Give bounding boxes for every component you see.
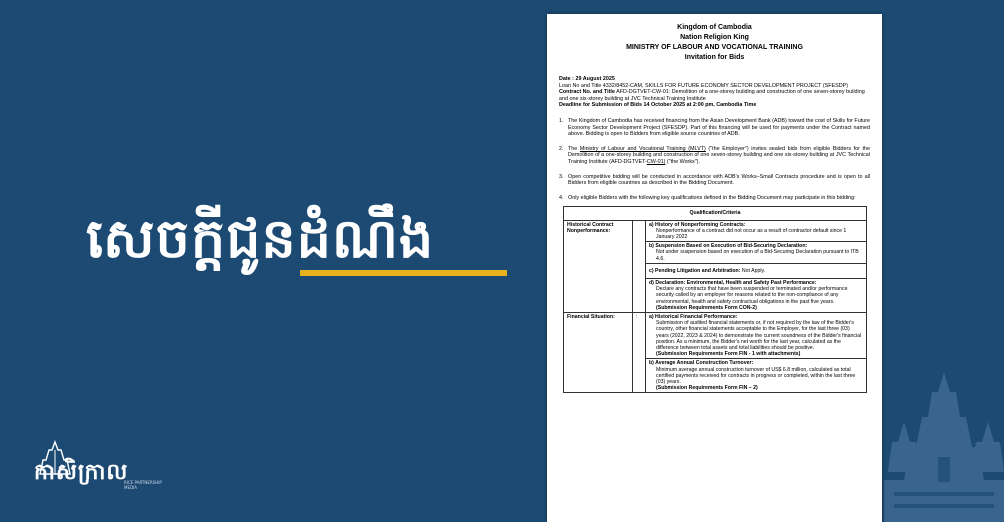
meta-date: Date : 29 August 2025: [559, 76, 615, 82]
criterion-d-title: d) Declaration: Environmental, Health and Safety Past Performance:: [649, 279, 817, 286]
item-text: Open competitive bidding will be conducted in accordance with ADB's Works–Small Contracts procedure and is open to all Bidders from eligible countries as described in the Bidding Document.: [568, 173, 870, 187]
criterion-fa-title: a) Historical Financial Performance:: [649, 313, 738, 320]
criterion-b: [646, 242, 867, 264]
meta-deadline: Deadline for Submission of Bids 14 October 2025 at 2:00 pm, Cambodia Time: [559, 102, 757, 109]
qualification-table: [563, 206, 867, 393]
document-meta: [559, 76, 870, 109]
criterion-fb-title: b) Average Annual Construction Turnover:: [649, 360, 754, 367]
criterion-fa-requirement: (Submission Requirements Form FIN - 1 with attachments): [656, 351, 801, 358]
criterion-d: [646, 278, 867, 312]
meta-contract: [559, 89, 870, 102]
item-text: The Kingdom of Cambodia has received financing from the Asian Development Bank (ADB) toward the cost of Skills for Future Economy Sector Development Project (SFESDP). Part of this financing will be used for payments under the Contract named above. Bidding is open to Bidders from eligible source countries of ADB.: [568, 117, 870, 138]
header-kingdom: Kingdom of Cambodia: [677, 24, 752, 31]
table-row: [564, 220, 867, 242]
header-ministry: MINISTRY OF LABOUR AND VOCATIONAL TRAINING: [626, 44, 803, 51]
criterion-fb: [646, 359, 867, 393]
criterion-d-requirement: (Submission Requirements Form CON-2): [656, 304, 757, 311]
title-underline: [300, 270, 507, 276]
criterion-d-text: Declare any contracts that have been suspended or terminated and/or performance security called by an employer for reasons related to the non-compliance of any environmental, health and safety contractual obligations in the past five years.: [656, 286, 848, 305]
meta-contract-label: Contract No. and Title: [559, 89, 615, 96]
header-motto: Nation Religion King: [680, 34, 749, 41]
item-text: Only eligible Bidders with the following key qualifications defined in the Bidding Document may participate in this bidding:: [568, 194, 856, 201]
criterion-c-title: c) Pending Litigation and Arbitration:: [649, 267, 741, 274]
meta-loan: Loan No and Title 4332/8452-CAM, SKILLS FOR FUTURE ECONOMY SECTOR DEVELOPMENT PROJECT (SFESDP): [559, 82, 848, 89]
ministry-link[interactable]: Ministry of Labour and Vocational Training (MLVT): [579, 145, 706, 152]
item-text-pre: The: [568, 145, 580, 152]
item-number: 3.: [559, 173, 564, 180]
item-text-post: ("the Employer") invites sealed bids from eligible Bidders for the Demolition of a one-storey building and construction of one seven-storey building and one six-storey building at JVC Technical Training Institute (AFD-DGTVET-: [568, 145, 870, 165]
table-header: Qualification/Criteria: [564, 207, 867, 220]
criterion-a: [646, 220, 867, 242]
criterion-fa-text: Submission of audited financial statements or, if not required by the law of the Bidder's country, other financial statements acceptable to the Employer, for the last three (03) years (2022, 2023 & 2024) to demonstrate the current soundness of the Bidder's financial position. As a minimum, the Bidder's net worth for the last year, calculated as the difference between total assets and total liabilities should be positive.: [656, 320, 862, 351]
item-number: 4.: [559, 194, 564, 201]
criterion-fb-requirement: (Submission Requirements Form FIN – 2): [656, 385, 758, 392]
meta-contract-text: AFD-DGTVET-CW-01: Demolition of a one-storey building and construction of one seven-storey building and one six-storey building at JVC Technical Training Institute: [559, 89, 865, 102]
header-invitation: Invitation for Bids: [684, 54, 745, 61]
criterion-fb-text: Minimum average annual construction turnover of US$ 6.8 million, calculated as total certified payments received for contracts in progress or completed, within the last three (03) years.: [656, 366, 856, 385]
logo-subtitle: RICE PARTNERSHIP MEDIA: [124, 480, 162, 490]
category-historical: Historical Contract Nonperformance:: [564, 220, 633, 312]
criterion-c-text: Not Apply.: [740, 267, 766, 274]
category-colon: [633, 220, 646, 312]
contract-link[interactable]: CW-01): [646, 158, 666, 165]
list-item: [559, 146, 870, 166]
document-header: [547, 23, 882, 63]
item-number: 1.: [559, 117, 564, 124]
criterion-b-text: Not under suspension based on execution of a Bid-Securing Declaration pursuant to ITB 4.6.: [656, 249, 859, 262]
category-colon: :: [633, 312, 646, 392]
criterion-c: [646, 263, 867, 278]
angkor-temple-icon: [884, 362, 1004, 522]
list-item: [559, 174, 870, 187]
item-text: [568, 146, 870, 166]
criterion-b-title: b) Suspension Based on Execution of Bid-Securing Declaration:: [649, 243, 808, 250]
item-number: 2.: [559, 145, 564, 152]
list-item: [559, 118, 870, 138]
brand-logo: [34, 440, 164, 490]
list-item: [559, 195, 870, 202]
bid-invitation-document: [547, 14, 882, 522]
item-text-end: ("the Works").: [665, 158, 700, 165]
category-financial: Financial Situation:: [564, 312, 633, 392]
banner-title: សេចក្ដីជូនដំណឹង: [86, 207, 435, 270]
criterion-a-text: Nonperformance of a contract did not occur as a result of contractor default since 1 January 2022: [656, 227, 847, 240]
table-header-row: [564, 207, 867, 220]
criterion-a-title: a) History of Nonperforming Contracts:: [649, 221, 746, 228]
logo-name: កាសិក្រាល: [34, 460, 129, 485]
criterion-fa: [646, 312, 867, 358]
table-row: [564, 312, 867, 358]
document-items: [559, 118, 870, 201]
